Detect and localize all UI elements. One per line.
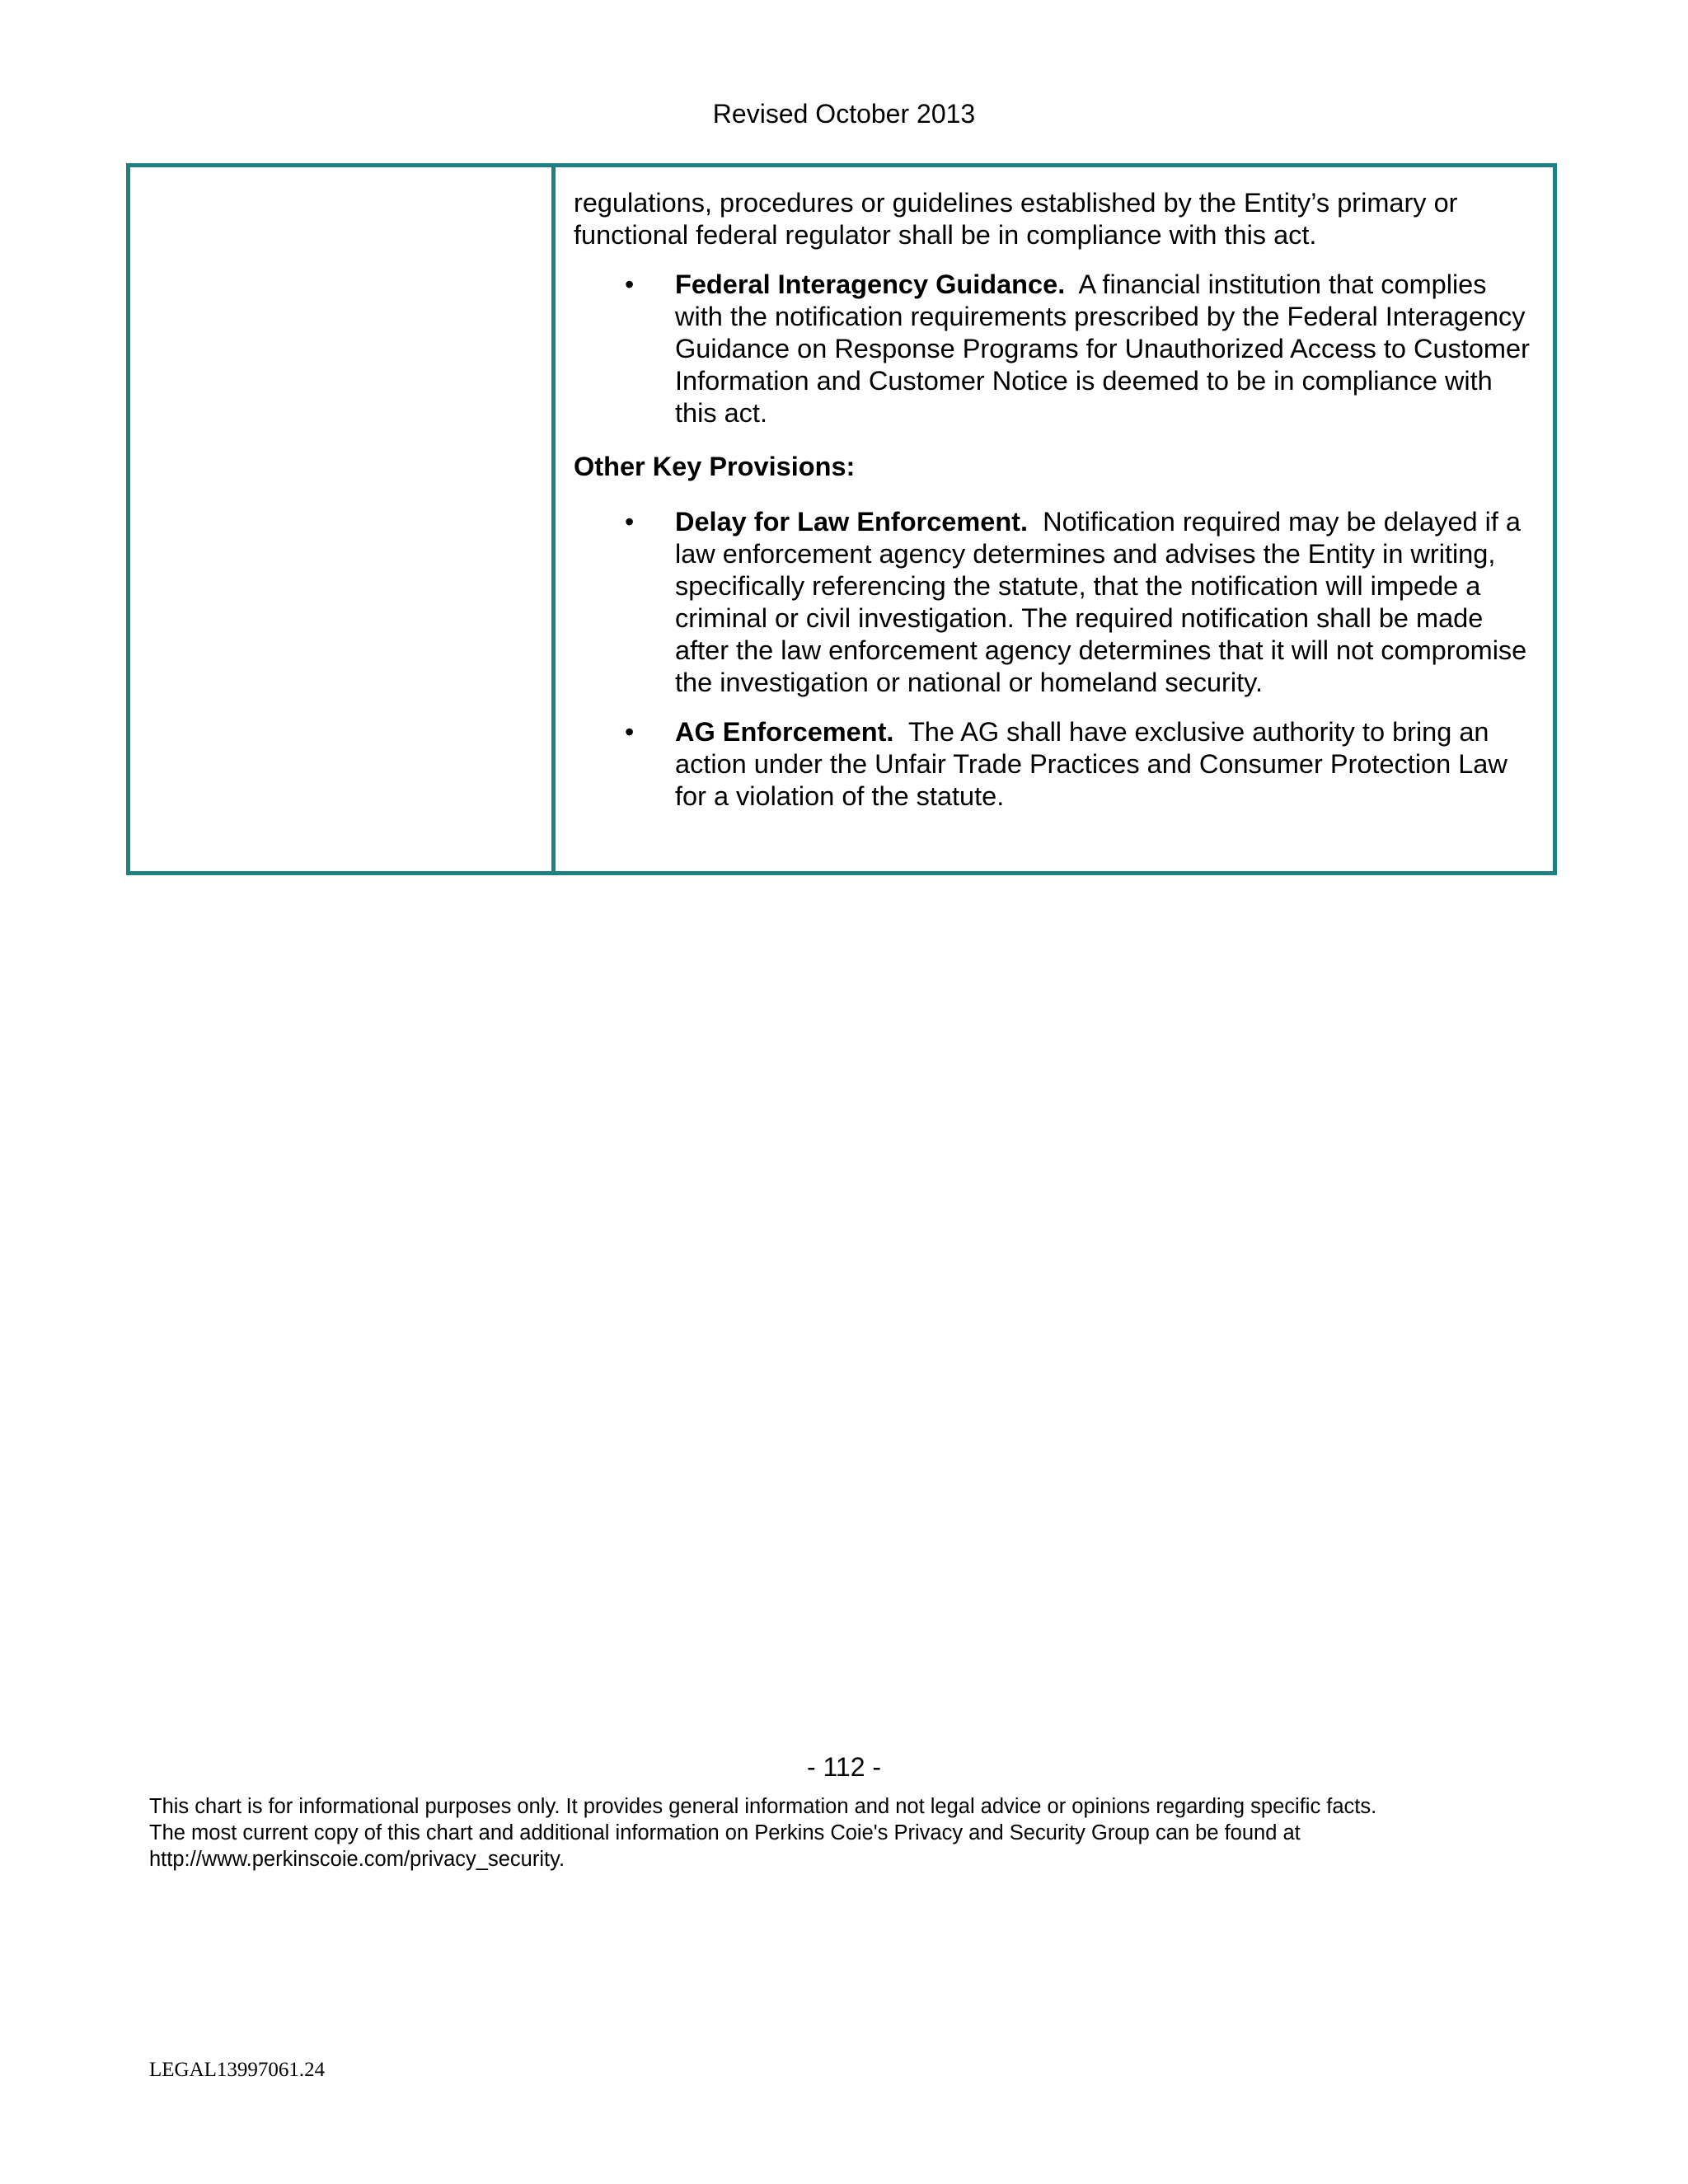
page-number: - 112 - (806, 1752, 882, 1782)
bullet-icon: • (625, 269, 635, 299)
bullet-icon: • (625, 507, 635, 537)
bullet-title: Delay for Law Enforcement. (675, 507, 1029, 537)
bullet-ag-enforcement (574, 716, 1533, 813)
footer-line: This chart is for informational purposes only. It provides general information and not legal advice or opinions regarding specific facts. (149, 1795, 1377, 1818)
other-key-provisions-heading: Other Key Provisions: (574, 452, 856, 481)
bullet-text (675, 506, 1533, 699)
footer-line: The most current copy of this chart and additional information on Perkins Coie's Privacy and Security Group can be found at (149, 1821, 1301, 1844)
revised-date-header: Revised October 2013 (712, 99, 976, 129)
bullet-title: Federal Interagency Guidance. (675, 269, 1066, 299)
bullet-delay-for-law-enforcement (574, 506, 1533, 699)
bullet-icon: • (625, 717, 635, 747)
bullet-title: AG Enforcement. (675, 717, 894, 747)
footer-url: http://www.perkinscoie.com/privacy_security. (149, 1848, 565, 1871)
provisions-table (126, 163, 1557, 875)
table-left-column (130, 167, 556, 871)
bullet-body: The AG shall have exclusive authority to bring an action under the Unfair Trade Practices and Consumer Protection Law for a violation of the statute. (675, 717, 1507, 811)
continuation-paragraph: regulations, procedures or guidelines established by the Entity’s primary or functional federal regulator shall be in compliance with this act. (574, 188, 1458, 250)
table-right-column (556, 167, 1553, 871)
bullet-body: A financial institution that complies with the notification requirements prescribed by the Federal Interagency Guidance on Response Programs for Unauthorized Access to Customer Information and Customer Notice is deemed to be in compliance with this act. (675, 269, 1530, 428)
disclaimer-footer (149, 1793, 1550, 1872)
bullet-federal-interagency-guidance (574, 269, 1533, 429)
bullet-text (675, 269, 1533, 429)
bullet-text (675, 716, 1533, 813)
legal-document-id: LEGAL13997061.24 (149, 2059, 326, 2081)
bullet-body: Notification required may be delayed if a law enforcement agency determines and advises the Entity in writing, specifically referencing the statute, that the notification will impede a criminal or civil investigation. The required notification shall be made after the law enforcement agency determines that it will not compromise the investigation or national or homeland security. (675, 507, 1527, 697)
